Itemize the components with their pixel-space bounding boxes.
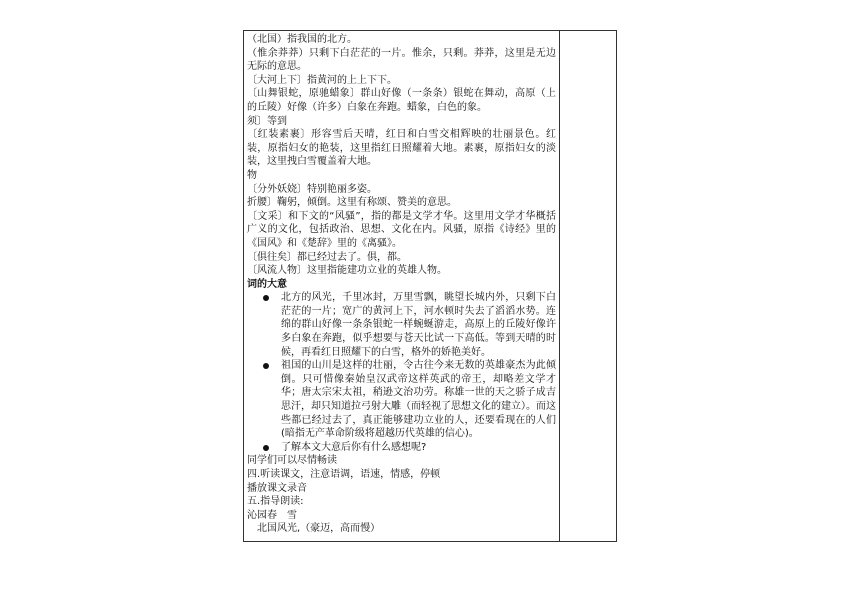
note-line: 〔山舞银蛇，原驰蜡象〕群山好像（一条条）银蛇在舞动，高原（上的丘陵）好像（许多）白象在奔跑。蜡象，白色的象。: [247, 88, 556, 113]
list-item: [247, 441, 556, 455]
closing-line: 五.指导朗读:: [247, 496, 304, 508]
note-line: 须〕等到: [247, 115, 287, 127]
lesson-content: [244, 31, 559, 536]
closing-line: 沁园春 雪: [247, 509, 297, 521]
note-line: 物: [247, 169, 257, 181]
bullet-text: 祖国的山川是这样的壮丽，令古往今来无数的英雄豪杰为此倾倒。只可惜像秦始皇汉武帝这样英武的帝王，却略差文学才华；唐太宗宋太祖，稍逊文治功劳。称雄一世的天之骄子成吉思汗，却只知道拉弓射大雕（而轻视了思想文化的建立）。而这些都已经过去了，真正能够建功立业的人，还要看现在的人们(暗指无产革命阶级将超越历代英雄的信心)。: [281, 360, 556, 440]
note-line: 〔分外妖娆〕特别艳丽多姿。: [247, 183, 377, 195]
note-line: （北国）指我国的北方。: [247, 34, 357, 45]
main-content-cell: [244, 31, 560, 542]
note-line: 〔风流人物〕这里指能建功立业的英雄人物。: [247, 265, 447, 277]
bullet-icon: [263, 363, 269, 369]
bullet-text: 了解本文大意后你有什么感想呢?: [281, 441, 427, 453]
meaning-bullet-list: [247, 291, 556, 454]
closing-line: 北国风光,（豪迈，高而慢）: [247, 523, 381, 535]
note-line: 〔红装素裹〕形容雪后天晴，红日和白雪交相辉映的壮丽景色。红装，原指妇女的艳装，这里指红日照耀着大地。素裹，原指妇女的淡装，这里拽白雪覆盖着大地。: [247, 129, 556, 168]
note-line: 折腰〕鞠躬，倾倒。这里有称颂、赞美的意思。: [247, 197, 457, 209]
bullet-icon: [263, 445, 269, 451]
note-line: 〔文采〕和下文的“风骚”，指的都是文学才华。这里用文学才华概括广义的文化，包括政治、思想、文化在内。风骚，原指《诗经》里的《国风》和《楚辞》里的《离骚》。: [247, 210, 556, 249]
list-item: [247, 359, 556, 441]
section-title: 词的大意: [247, 278, 287, 290]
table-row: [244, 31, 617, 542]
closing-line: 同学们可以尽情畅读: [247, 455, 337, 467]
lesson-table: [243, 30, 617, 542]
note-line: （惟余莽莽）只剩下白茫茫的一片。惟余，只剩。莽莽，这里是无边无际的意思。: [247, 47, 556, 73]
closing-line: 播放课文录音: [247, 482, 307, 494]
bullet-icon: [263, 295, 269, 301]
list-item: [247, 291, 556, 359]
bullet-text: 北方的风光，千里冰封，万里雪飘，眺望长城内外，只剩下白茫茫的一片；宽广的黄河上下，河水顿时失去了滔滔水势。连绵的群山好像一条条银蛇一样蜿蜒游走，高原上的丘陵好像许多白象在奔跑，似乎想要与苍天比试一下高低。等到天晴的时候，再看红日照耀下的白雪，格外的娇艳美好。: [281, 292, 556, 358]
side-notes-cell: [560, 31, 617, 542]
note-line: 〔俱往矣〕都已经过去了。俱，都。: [247, 251, 407, 263]
note-line: 〔大河上下〕指黄河的上上下下。: [247, 74, 397, 86]
closing-line: 四.听读课文，注意语调，语速，情感，停顿: [247, 469, 441, 480]
